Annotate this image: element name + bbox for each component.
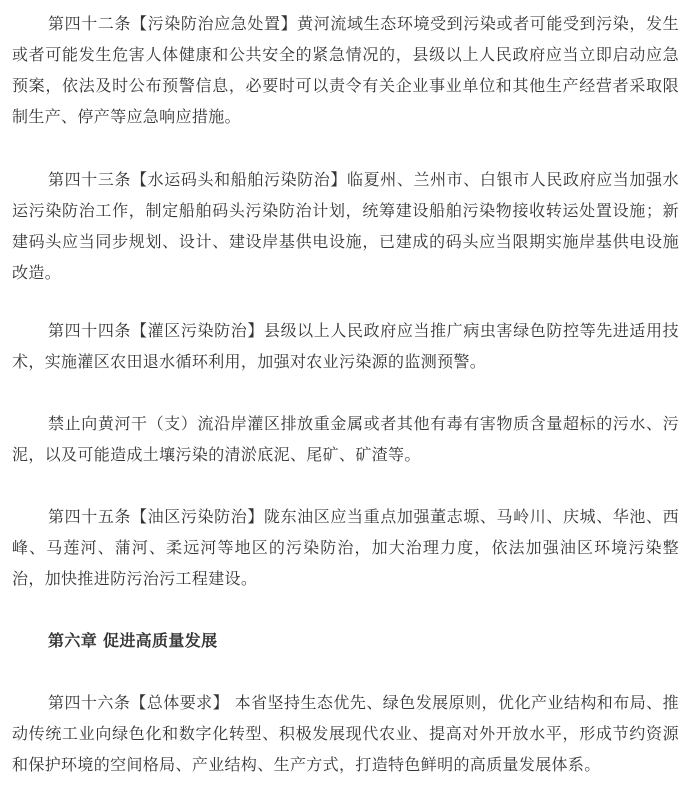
- article-44-clause-2-paragraph: 禁止向黄河干（支）流沿岸灌区排放重金属或者其他有毒有害物质含量超标的污水、污泥，以及可能造成土壤污染的清淤底泥、尾矿、矿渣等。: [12, 414, 679, 464]
- article-42-paragraph: 第四十二条【污染防治应急处置】黄河流域生态环境受到污染或者可能受到污染，发生或者可能发生危害人体健康和公共安全的紧急情况的，县级以上人民政府应当立即启动应急预案，依法及时公布预警信息，必要时可以责令有关企业事业单位和其他生产经营者采取限制生产、停产等应急响应措施。: [12, 14, 679, 126]
- article-44-paragraph: 第四十四条【灌区污染防治】县级以上人民政府应当推广病虫害绿色防控等先进适用技术，实施灌区农田退水循环利用，加强对农业污染源的监测预警。: [12, 321, 679, 371]
- article-43-paragraph: 第四十三条【水运码头和船舶污染防治】临夏州、兰州市、白银市人民政府应当加强水运污染防治工作，制定船舶码头污染防治计划，统筹建设船舶污染物接收转运处置设施；新建码头应当同步规划、设计、建设岸基供电设施，已建成的码头应当限期实施岸基供电设施改造。: [12, 170, 679, 282]
- article-46-paragraph: 第四十六条【总体要求】 本省坚持生态优先、绿色发展原则，优化产业结构和布局、推动传统工业向绿色化和数字化转型、积极发展现代农业、提高对外开放水平，形成节约资源和保护环境的空间格局、产业结构、生产方式，打造特色鲜明的高质量发展体系。: [12, 693, 679, 774]
- article-45-paragraph: 第四十五条【油区污染防治】陇东油区应当重点加强董志塬、马岭川、庆城、华池、西峰、马莲河、蒲河、柔远河等地区的污染防治，加大治理力度，依法加强油区环境污染整治，加快推进防污治污工程建设。: [12, 507, 679, 588]
- chapter-heading: 第六章 促进高质量发展: [48, 631, 218, 650]
